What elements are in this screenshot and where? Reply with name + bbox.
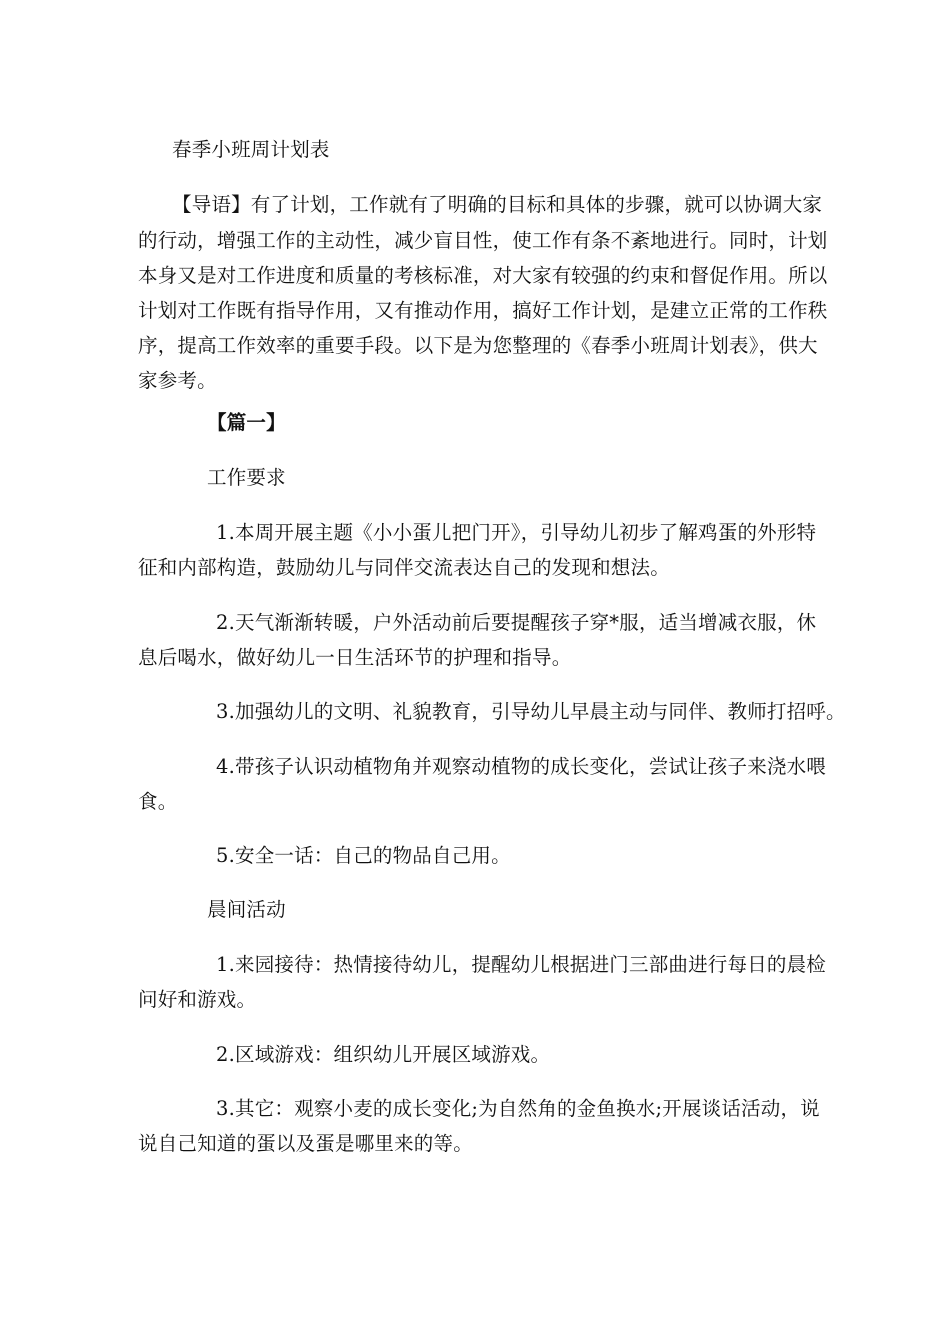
morning-activity-line: 3.其它：观察小麦的成长变化;为自然角的金鱼换水;开展谈话活动，说 <box>216 1097 820 1120</box>
work-requirement-line: 2.天气渐渐转暖，户外活动前后要提醒孩子穿*服，适当增减衣服，休 <box>216 611 817 634</box>
work-requirement-line: 息后喝水，做好幼儿一日生活环节的护理和指导。 <box>138 646 572 669</box>
work-requirement-line: 食。 <box>138 790 178 813</box>
work-requirement-line: 5.安全一话：自己的物品自己用。 <box>216 844 511 867</box>
morning-activity-line: 问好和游戏。 <box>138 988 257 1011</box>
morning-activity-line: 1.来园接待：热情接待幼儿，提醒幼儿根据进门三部曲进行每日的晨检 <box>216 953 827 976</box>
work-requirement-line: 征和内部构造，鼓励幼儿与同伴交流表达自己的发现和想法。 <box>138 556 670 579</box>
intro-line: 的行动，增强工作的主动性，减少盲目性，使工作有条不紊地进行。同时，计划 <box>138 229 828 252</box>
document-title: 春季小班周计划表 <box>172 138 330 161</box>
work-requirements-heading: 工作要求 <box>207 466 286 489</box>
intro-line: 家参考。 <box>138 369 217 392</box>
work-requirement-line: 4.带孩子认识动植物角并观察动植物的成长变化，尝试让孩子来浇水喂 <box>216 755 827 778</box>
morning-activity-line: 说自己知道的蛋以及蛋是哪里来的等。 <box>138 1132 473 1155</box>
work-requirement-line: 3.加强幼儿的文明、礼貌教育，引导幼儿早晨主动与同伴、教师打招呼。 <box>216 700 846 723</box>
intro-line: 计划对工作既有指导作用，又有推动作用，搞好工作计划，是建立正常的工作秩 <box>138 299 828 322</box>
work-requirement-line: 1.本周开展主题《小小蛋儿把门开》，引导幼儿初步了解鸡蛋的外形特 <box>216 521 817 544</box>
morning-activity-line: 2.区域游戏：组织幼儿开展区域游戏。 <box>216 1043 551 1066</box>
morning-activities-heading: 晨间活动 <box>207 898 286 921</box>
intro-line: 序，提高工作效率的重要手段。以下是为您整理的《春季小班周计划表》，供大 <box>138 334 818 357</box>
intro-line: 本身又是对工作进度和质量的考核标准，对大家有较强的约束和督促作用。所以 <box>138 264 828 287</box>
section-heading: 【篇一】 <box>207 411 286 434</box>
intro-line: 【导语】有了计划，工作就有了明确的目标和具体的步骤，就可以协调大家 <box>172 193 823 216</box>
